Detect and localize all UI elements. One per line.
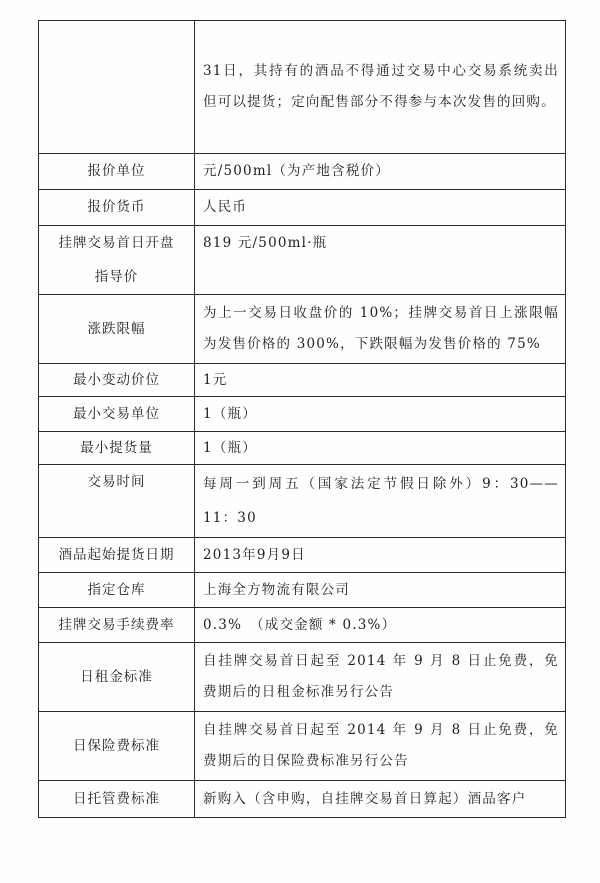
row-label: 最小变动价位 [39, 364, 195, 397]
row-label: 交易时间 [39, 465, 195, 538]
row-value: 为上一交易日收盘价的 10%；挂牌交易首日上涨限幅为发售价格的 300%，下跌限幅为发售价格的 75% [195, 295, 566, 364]
row-label: 酒品起始提货日期 [39, 538, 195, 573]
table-row [39, 154, 566, 190]
table-row [39, 21, 566, 154]
table-row [39, 538, 566, 573]
row-label: 日租金标准 [39, 643, 195, 712]
table-row [39, 190, 566, 226]
row-value: 819 元/500ml·瓶 [195, 226, 566, 295]
row-label: 最小交易单位 [39, 397, 195, 432]
row-value: 0.3% （成交金额 * 0.3%） [195, 608, 566, 643]
row-value: 31日，其持有的酒品不得通过交易中心交易系统卖出但可以提货；定向配售部分不得参与本次发售的回购。 [195, 21, 566, 154]
row-label: 挂牌交易手续费率 [39, 608, 195, 643]
row-value: 人民币 [195, 190, 566, 226]
row-label: 最小提货量 [39, 432, 195, 465]
row-label [39, 21, 195, 154]
table-row [39, 397, 566, 432]
row-value: 2013年9月9日 [195, 538, 566, 573]
row-label: 指定仓库 [39, 573, 195, 608]
row-value: 自挂牌交易首日起至 2014 年 9 月 8 日止免费，免费期后的日租金标准另行公告 [195, 643, 566, 712]
table-row [39, 781, 566, 818]
table-row [39, 712, 566, 781]
row-value: 1（瓶） [195, 432, 566, 465]
row-label: 日保险费标准 [39, 712, 195, 781]
table-row [39, 432, 566, 465]
row-label: 报价货币 [39, 190, 195, 226]
table-row [39, 364, 566, 397]
table-row [39, 573, 566, 608]
row-value: 上海全方物流有限公司 [195, 573, 566, 608]
row-label: 挂牌交易首日开盘指导价 [39, 226, 195, 295]
row-value: 自挂牌交易首日起至 2014 年 9 月 8 日止免费，免费期后的日保险费标准另行公告 [195, 712, 566, 781]
table-row [39, 608, 566, 643]
table-row [39, 465, 566, 538]
row-value: 元/500ml（为产地含税价） [195, 154, 566, 190]
table-row [39, 643, 566, 712]
row-value: 新购入（含申购，自挂牌交易首日算起）酒品客户 [195, 781, 566, 818]
table-row [39, 295, 566, 364]
row-label: 涨跌限幅 [39, 295, 195, 364]
row-value: 每周一到周五（国家法定节假日除外）9：30——11：30 [195, 465, 566, 538]
spec-table [38, 20, 566, 818]
row-label: 报价单位 [39, 154, 195, 190]
row-value: 1元 [195, 364, 566, 397]
table-row [39, 226, 566, 295]
row-label: 日托管费标准 [39, 781, 195, 818]
row-value: 1（瓶） [195, 397, 566, 432]
